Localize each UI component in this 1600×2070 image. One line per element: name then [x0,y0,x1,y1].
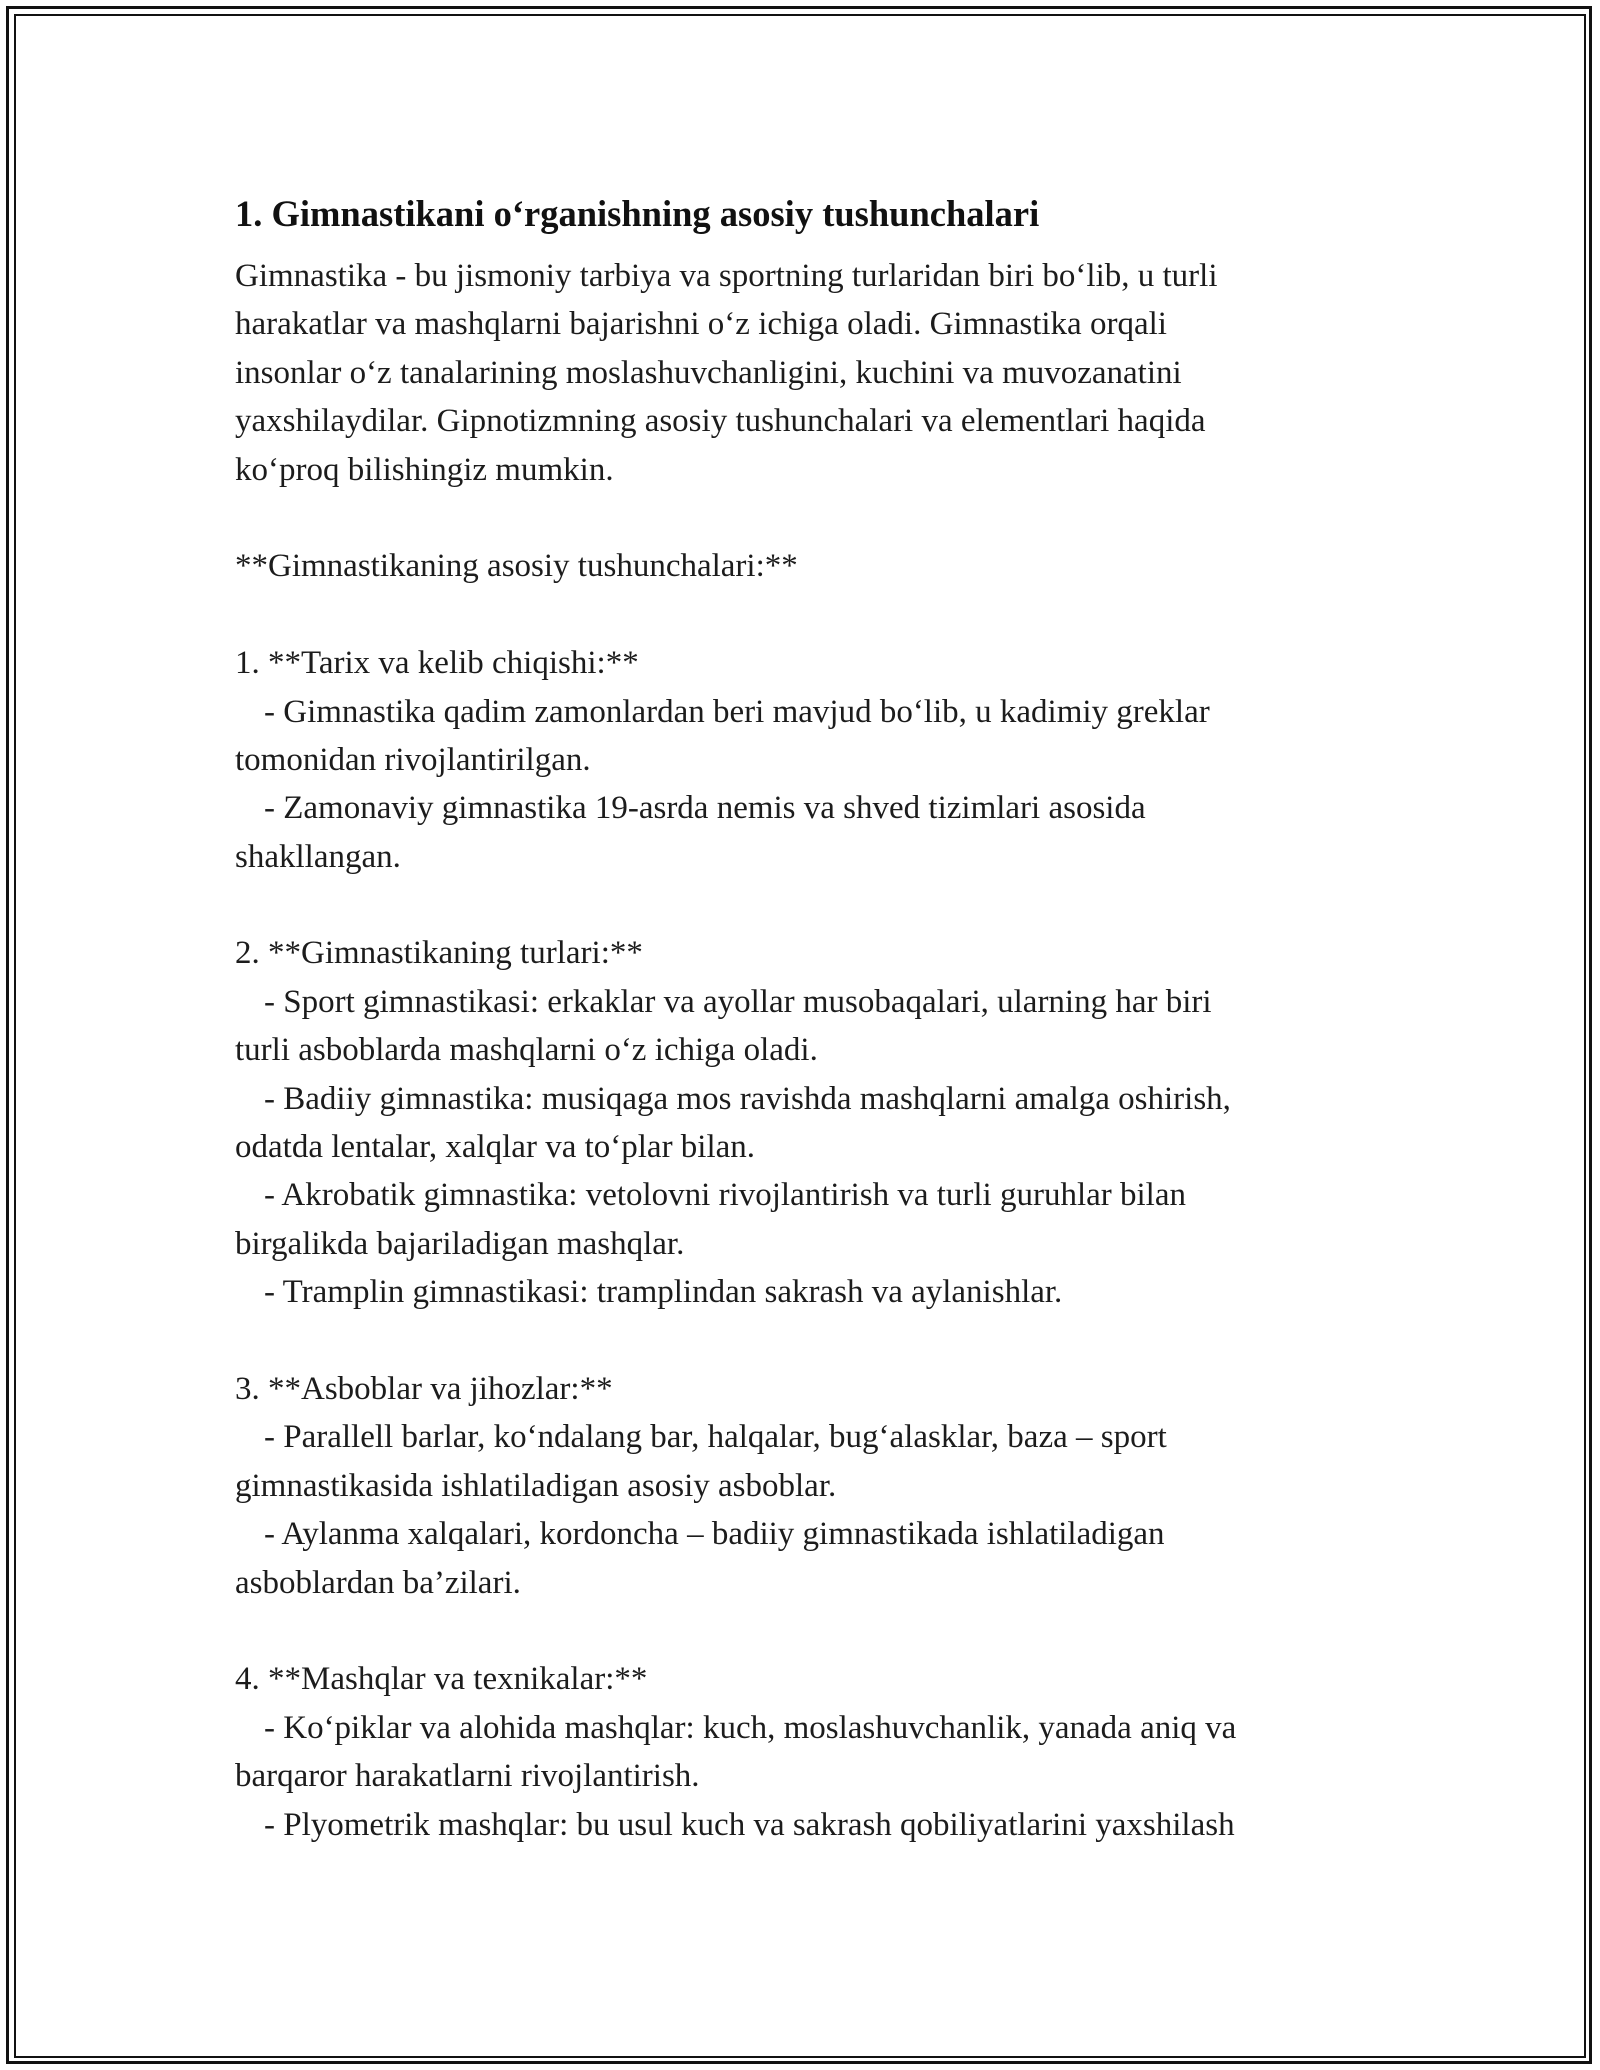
section-heading: 4. **Mashqlar va texnikalar:** [235,1661,648,1698]
intro-line: yaxshilaydilar. Gipnotizmning asosiy tushunchalari va elementlari haqida [235,403,1206,440]
bullet-line: - Akrobatik gimnastika: vetolovni rivojlantirish va turli guruhlar bilan [264,1177,1187,1214]
section-heading: 3. **Asboblar va jihozlar:** [235,1370,613,1407]
bullet-line: - Zamonaviy gimnastika 19-asrda nemis va shved tizimlari asosida [264,790,1146,827]
continuation-line: asboblardan ba’zilari. [235,1564,521,1601]
section-block [235,1655,1410,1849]
sections-list [235,591,1410,1849]
bullet-line: - Sport gimnastikasi: erkaklar va ayollar musobaqalari, ularning har biri [264,983,1212,1020]
document-page [235,180,1410,1849]
intro-line: harakatlar va mashqlarni bajarishni o‘z ichiga oladi. Gimnastika orqali [235,306,1167,343]
section-heading: 2. **Gimnastikaning turlari:** [235,935,643,972]
document-title: 1. Gimnastikani o‘rganishning asosiy tushunchalari [235,193,1040,234]
bullet-line: - Badiiy gimnastika: musiqaga mos ravishda mashqlarni amalga oshirish, [264,1080,1231,1117]
continuation-line: birgalikda bajariladigan mashqlar. [235,1225,685,1262]
continuation-line: turli asboblarda mashqlarni o‘z ichiga oladi. [235,1032,818,1069]
spacer [235,1607,1410,1655]
bullet-line: - Ko‘piklar va alohida mashqlar: kuch, moslashuvchanlik, yanada aniq va [264,1709,1237,1746]
bullet-line: - Parallell barlar, ko‘ndalang bar, halqalar, bug‘alasklar, baza – sport [264,1419,1167,1456]
bullet-line: - Aylanma xalqalari, kordoncha – badiiy gimnastikada ishlatiladigan [264,1516,1165,1553]
continuation-line: tomonidan rivojlantirilgan. [235,741,591,778]
spacer [235,494,1410,542]
spacer [235,591,1410,639]
bullet-line: - Gimnastika qadim zamonlardan beri mavjud bo‘lib, u kadimiy greklar [264,693,1210,730]
section-block [235,929,1410,1316]
intro-paragraph [235,252,1410,494]
bullet-line: - Tramplin gimnastikasi: tramplindan sakrash va aylanishlar. [264,1274,1063,1311]
spacer [235,881,1410,929]
spacer [235,1317,1410,1365]
intro-line: ko‘proq bilishingiz mumkin. [235,451,614,488]
section-block [235,639,1410,881]
intro-line: Gimnastika - bu jismoniy tarbiya va sportning turlaridan biri bo‘lib, u turli [235,258,1218,294]
section-heading: 1. **Tarix va kelib chiqishi:** [235,645,639,682]
continuation-line: barqaror harakatlarni rivojlantirish. [235,1758,700,1795]
bullet-line: - Plyometrik mashqlar: bu usul kuch va sakrash qobiliyatlarini yaxshilash [264,1806,1235,1843]
continuation-line: shakllangan. [235,838,401,875]
section-block [235,1365,1410,1607]
continuation-line: gimnastikasida ishlatiladigan asosiy asboblar. [235,1467,837,1504]
intro-line: insonlar o‘z tanalarining moslashuvchanligini, kuchini va muvozanatini [235,354,1182,391]
continuation-line: odatda lentalar, xalqlar va to‘plar bilan. [235,1129,756,1166]
subheading: **Gimnastikaning asosiy tushunchalari:** [235,548,798,585]
